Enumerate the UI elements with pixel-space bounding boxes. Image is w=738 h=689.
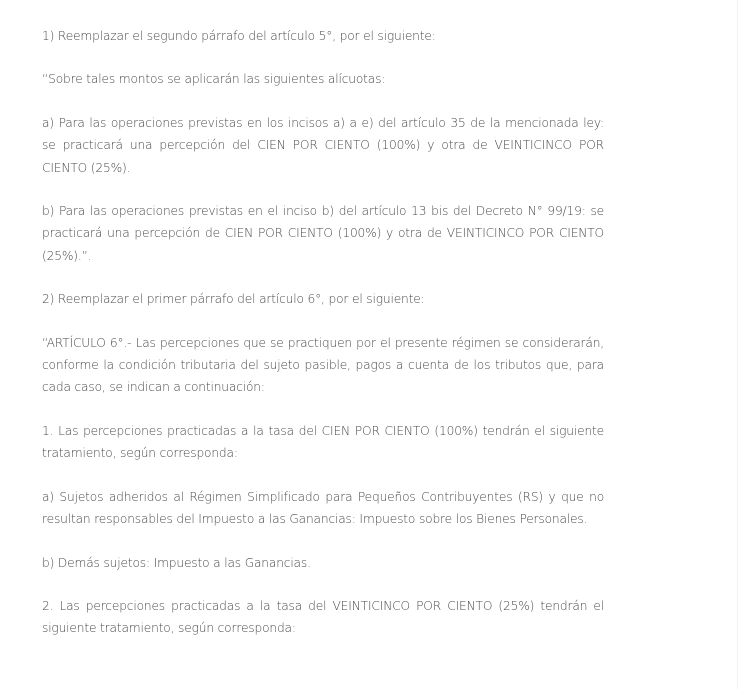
paragraph-point-1-b: b) Demás sujetos: Impuesto a las Ganancias. (42, 555, 311, 570)
paragraph-article-6: “ARTÍCULO 6°.- Las percepciones que se practiquen por el presente régimen se considerarán, conforme la condición tributaria del sujeto pasible, pagos a cuenta de los tributos que, para cada caso, se indican a continuación: (42, 335, 604, 395)
paragraph-point-2: 2. Las percepciones practicadas a la tasa del VEINTICINCO POR CIENTO (25%) tendrán el siguiente tratamiento, según corresponda: (42, 598, 604, 636)
paragraph-quote-intro: “Sobre tales montos se aplicarán las siguientes alícuotas: (42, 72, 386, 87)
paragraph-point-1: 1. Las percepciones practicadas a la tasa del CIEN POR CIENTO (100%) tendrán el siguiente tratamiento, según corresponda: (42, 423, 604, 461)
paragraph-item-a: a) Para las operaciones previstas en los incisos a) a e) del artículo 35 de la mencionada ley: se practicará una percepción del CIEN POR CIENTO (100%) y otra de VEINTICINCO POR CIENTO (25%). (42, 115, 604, 175)
document-body (42, 25, 604, 661)
paragraph-instruction-1: 1) Reemplazar el segundo párrafo del artículo 5°, por el siguiente: (42, 29, 436, 43)
paragraph-item-b: b) Para las operaciones previstas en el inciso b) del artículo 13 bis del Decreto N° 99/19: se practicará una percepción de CIEN POR CIENTO (100%) y otra de VEINTICINCO POR CIENTO (25%).”. (42, 204, 604, 263)
paragraph-point-1-a: a) Sujetos adheridos al Régimen Simplificado para Pequeños Contribuyentes (RS) y que no resultan responsables del Impuesto a las Ganancias: Impuesto sobre los Bienes Personales. (42, 489, 604, 527)
paragraph-instruction-2: 2) Reemplazar el primer párrafo del artículo 6°, por el siguiente: (42, 292, 425, 307)
